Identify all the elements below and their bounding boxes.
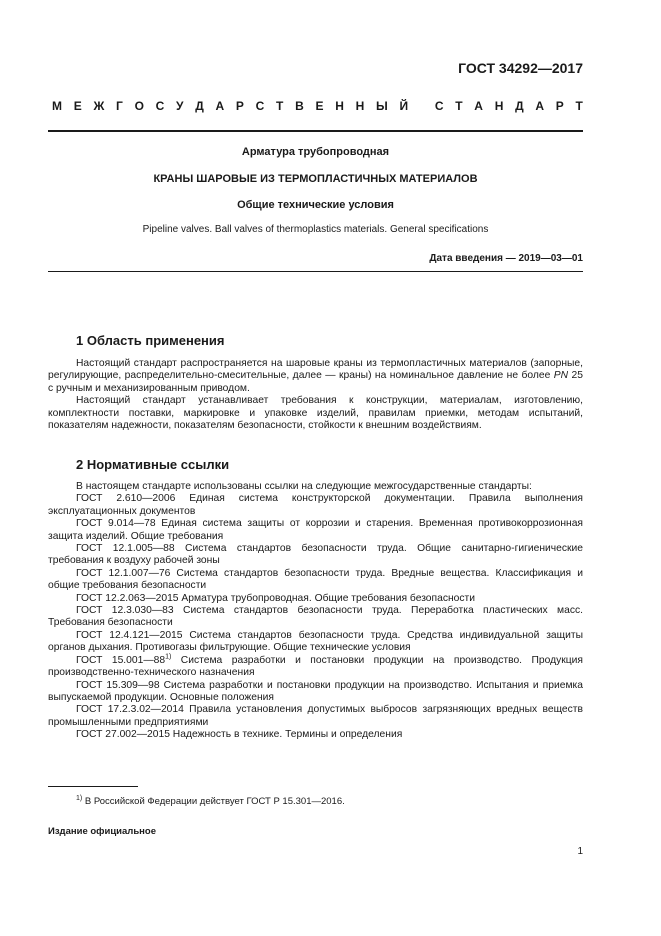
footnote-mark: 1) [165,653,172,661]
banner-letter: Т [575,99,583,113]
introduction-date: Дата введения — 2019—03—01 [429,253,583,264]
banner-letter: В [295,99,304,113]
header-rule [48,130,583,132]
banner-letter: А [474,99,483,113]
title-line-3: Общие технические условия [237,199,394,211]
reference-item-with-footnote: ГОСТ 15.001—88$^{1)}$ Система разработки и постановки продукции на производство. Продукция производственно-технического назначения [48,653,584,679]
reference-item: ГОСТ 12.1.007—76 Система стандартов безопасности труда. Вредные вещества. Классификация и общие требования безопасности [48,567,583,592]
banner-letter: Р [235,99,244,113]
banner-letter: С [155,99,165,113]
banner-letter [420,99,423,119]
reference-item: ГОСТ 2.610—2006 Единая система конструкторской документации. Правила выполнения эксплуатационных документов [48,493,583,517]
reference-item: ГОСТ 12.1.005—88 Система стандартов безопасности труда. Общие санитарно-гигиенические требования к воздуху рабочей зоны [48,543,583,567]
banner-letter: Н [494,99,504,113]
section-1-body [48,358,583,432]
banner-letter: Н [355,99,365,113]
banner-letter: А [535,99,545,113]
banner-letter: Т [276,99,284,113]
banner-letter: А [215,99,225,113]
reference-item: ГОСТ 15.309—98 Система разработки и постановки продукции на производство. Испытания и приемка выпускаемой продукции. Основные положения [48,679,583,703]
footnote: $^{1)}$ В Российской Федерации действует ГОСТ Р 15.301—2016. [76,794,345,807]
page-number: 1 [577,846,583,857]
reference-item: ГОСТ 12.2.063—2015 Арматура трубопроводная. Общие требования безопасности [76,592,476,604]
section-2-intro: В настоящем стандарте использованы ссылки на следующие межгосударственные стандарты: [76,481,532,492]
banner-letter: О [134,99,144,113]
banner-letter: Г [116,99,123,113]
banner-letter: М [52,99,62,113]
banner-letter: Р [555,99,564,113]
banner-letter: Н [335,99,344,113]
standard-code: ГОСТ 34292—2017 [458,60,583,76]
reference-item: ГОСТ 12.3.030—83 Система стандартов безопасности труда. Переработка пластических масс. Требования безопасности [48,605,583,629]
section-1-heading: 1 Область применения [76,333,225,348]
banner-letter: Ы [375,99,388,113]
banner-letter: У [176,99,184,113]
interstate-standard-banner [52,99,583,119]
reference-item: ГОСТ 12.4.121—2015 Система стандартов безопасности труда. Средства индивидуальной защиты органов дыхания. Противогазы фильтрующие. Общие технические условия [48,629,583,654]
title-line-2: КРАНЫ ШАРОВЫЕ ИЗ ТЕРМОПЛАСТИЧНЫХ МАТЕРИАЛОВ [153,173,478,185]
banner-letter: Ж [93,99,105,113]
official-edition-label: Издание официальное [48,826,156,837]
banner-letter: С [434,99,444,113]
reference-item: ГОСТ 9.014—78 Единая система защиты от коррозии и старения. Временная противокоррозионная защита изделий. Общие требования [48,518,583,542]
banner-letter: Д [515,99,524,113]
date-rule [48,271,583,272]
footnote-rule [48,786,138,787]
title-english: Pipeline valves. Ball valves of thermoplastics materials. General specifications [142,224,489,235]
reference-item: ГОСТ 17.2.3.02—2014 Правила установления допустимых выбросов загрязняющих вредных веществ промышленными предприятиями [48,704,583,728]
banner-letter: Т [455,99,463,113]
banner-letter: Д [195,99,204,113]
title-line-1: Арматура трубопроводная [241,146,390,158]
banner-letter: Й [399,99,409,113]
section-2-body [48,481,583,742]
section-1-paragraph-1: Настоящий стандарт распространяется на шаровые краны из термопластичных материалов (запорные, регулирующие, распределительно-смесительные, далее — краны) на номинальное давление не более PN 25 с ручным и механизированным приводом. [48,358,583,394]
section-2-heading: 2 Нормативные ссылки [76,457,230,472]
reference-item: ГОСТ 27.002—2015 Надежность в технике. Термины и определения [76,729,403,741]
banner-letter: С [255,99,265,113]
banner-letter: Е [315,99,324,113]
section-1-paragraph-2: Настоящий стандарт устанавливает требования к конструкции, материалам, изготовлению, комплектности поставки, маркировке и упаковке изделий, правилам приемки, методам испытаний, показателям надежности, показателям безопасности, стойкости к внешним воздействиям. [48,395,583,432]
banner-letter: Е [73,99,82,113]
